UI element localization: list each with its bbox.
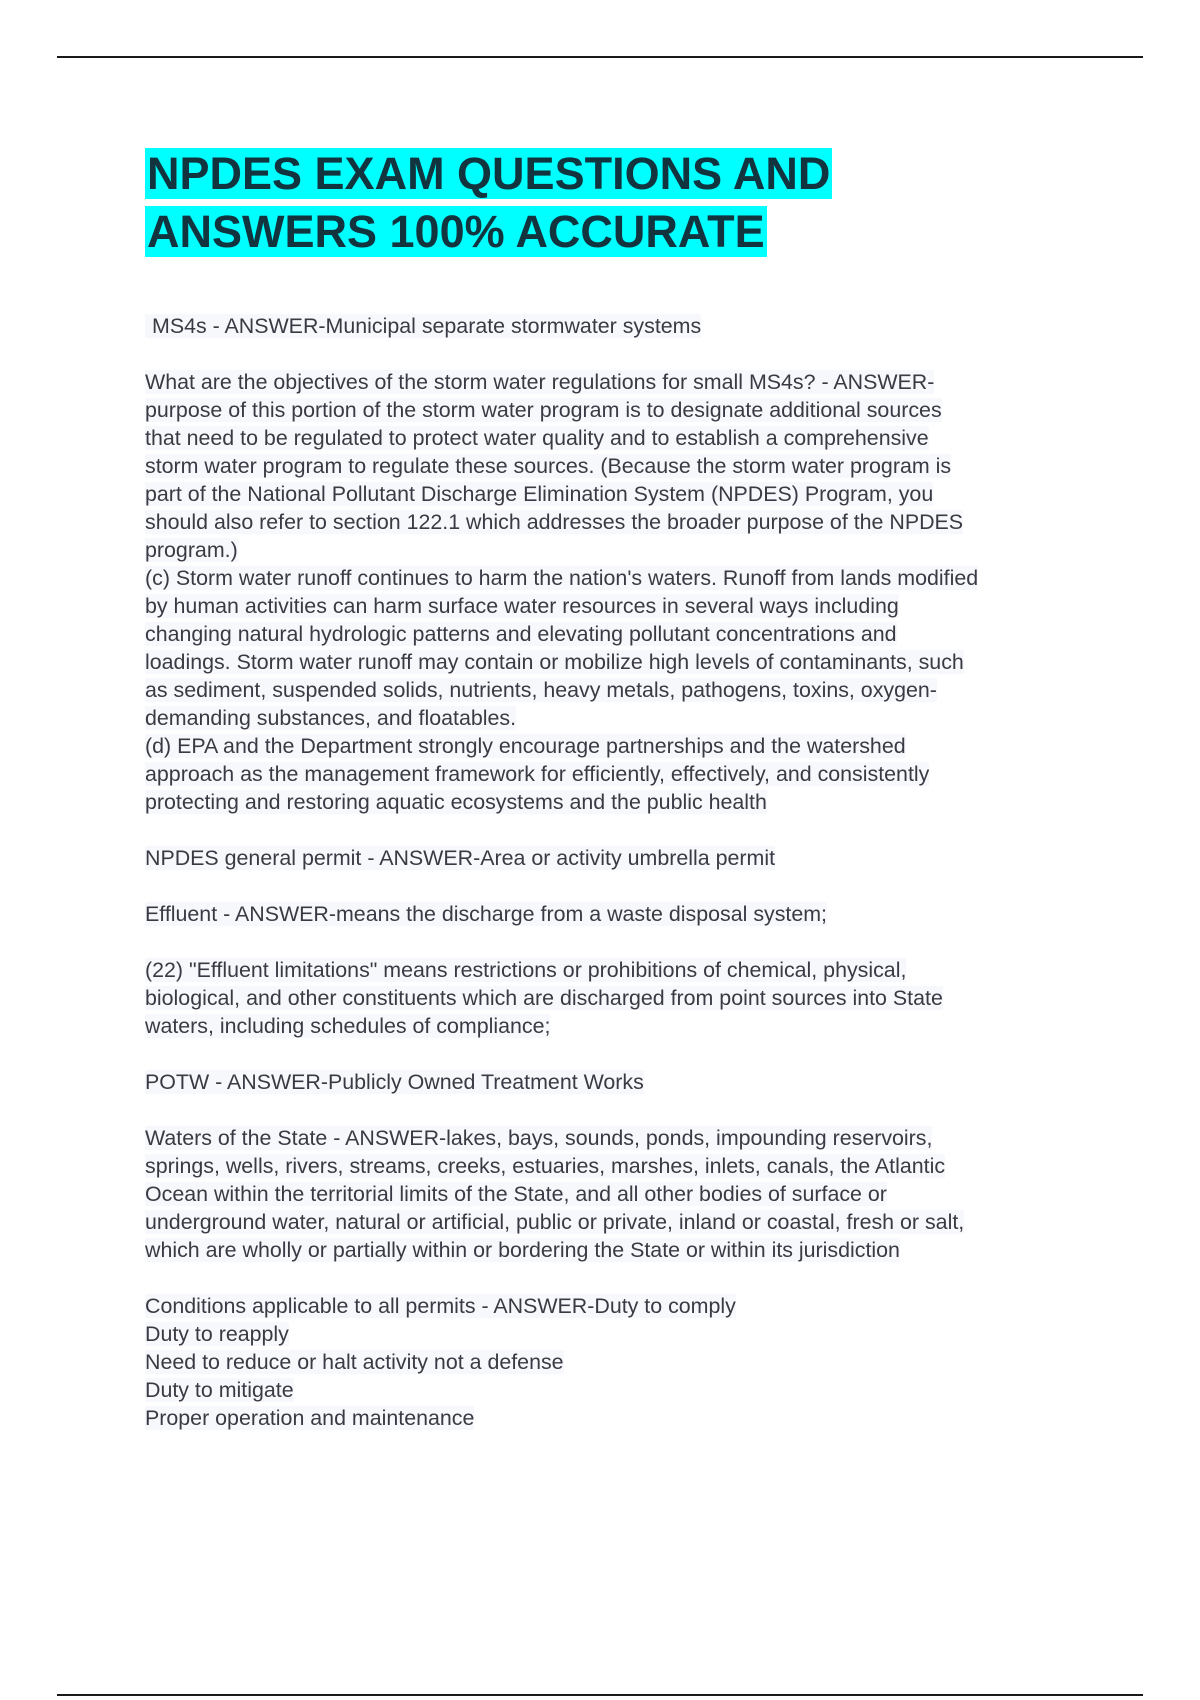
qa-entry: [145, 844, 1095, 872]
qa-text-line: by human activities can harm surface water resources in several ways including: [145, 594, 899, 618]
qa-text-line: Duty to mitigate: [145, 1378, 294, 1402]
qa-entry: [145, 1068, 1095, 1096]
document-title: [145, 145, 1045, 261]
qa-text-line: NPDES general permit - ANSWER-Area or activity umbrella permit: [145, 846, 776, 870]
qa-text-line: What are the objectives of the storm water regulations for small MS4s? - ANSWER-: [145, 370, 935, 394]
qa-text-line: approach as the management framework for efficiently, effectively, and consistently: [145, 762, 930, 786]
qa-text-line: protecting and restoring aquatic ecosystems and the public health: [145, 790, 767, 814]
qa-content: [145, 312, 1095, 1460]
qa-text-line: program.): [145, 538, 238, 562]
qa-text-line: Waters of the State - ANSWER-lakes, bays, sounds, ponds, impounding reservoirs,: [145, 1126, 933, 1150]
qa-text-line: Proper operation and maintenance: [145, 1406, 475, 1430]
qa-entry: [145, 900, 1095, 928]
qa-text-line: which are wholly or partially within or bordering the State or within its jurisdiction: [145, 1238, 900, 1262]
qa-entry: [145, 368, 1095, 816]
qa-entry: [145, 1124, 1095, 1264]
title-line-2: ANSWERS 100% ACCURATE: [147, 206, 765, 257]
qa-text-line: MS4s - ANSWER-Municipal separate stormwater systems: [145, 314, 701, 338]
qa-entry: [145, 956, 1095, 1040]
qa-text-line: springs, wells, rivers, streams, creeks, estuaries, marshes, inlets, canals, the Atlantic: [145, 1154, 946, 1178]
qa-text-line: that need to be regulated to protect water quality and to establish a comprehensive: [145, 426, 929, 450]
qa-text-line: Effluent - ANSWER-means the discharge from a waste disposal system;: [145, 902, 828, 926]
qa-text-line: Conditions applicable to all permits - ANSWER-Duty to comply: [145, 1294, 736, 1318]
qa-text-line: demanding substances, and floatables.: [145, 706, 517, 730]
qa-text-line: biological, and other constituents which are discharged from point sources into State: [145, 986, 943, 1010]
qa-text-line: part of the National Pollutant Discharge Elimination System (NPDES) Program, you: [145, 482, 934, 506]
header-rule: [57, 56, 1143, 58]
qa-text-line: Ocean within the territorial limits of the State, and all other bodies of surface or: [145, 1182, 887, 1206]
qa-text-line: waters, including schedules of compliance;: [145, 1014, 551, 1038]
qa-text-line: Need to reduce or halt activity not a defense: [145, 1350, 564, 1374]
qa-text-line: should also refer to section 122.1 which addresses the broader purpose of the NPDES: [145, 510, 964, 534]
qa-text-line: (c) Storm water runoff continues to harm the nation's waters. Runoff from lands modified: [145, 566, 979, 590]
qa-text-line: POTW - ANSWER-Publicly Owned Treatment Works: [145, 1070, 644, 1094]
footer-rule: [57, 1694, 1143, 1696]
qa-text-line: (d) EPA and the Department strongly encourage partnerships and the watershed: [145, 734, 906, 758]
title-line-1: NPDES EXAM QUESTIONS AND: [147, 148, 831, 199]
qa-entry: [145, 1292, 1095, 1432]
qa-text-line: as sediment, suspended solids, nutrients, heavy metals, pathogens, toxins, oxygen-: [145, 678, 937, 702]
qa-entry: [145, 312, 1095, 340]
qa-text-line: underground water, natural or artificial, public or private, inland or coastal, fresh or salt,: [145, 1210, 965, 1234]
qa-text-line: (22) "Effluent limitations" means restrictions or prohibitions of chemical, physical,: [145, 958, 907, 982]
qa-text-line: Duty to reapply: [145, 1322, 289, 1346]
qa-text-line: storm water program to regulate these sources. (Because the storm water program is: [145, 454, 952, 478]
qa-text-line: purpose of this portion of the storm water program is to designate additional sources: [145, 398, 942, 422]
qa-text-line: loadings. Storm water runoff may contain or mobilize high levels of contaminants, such: [145, 650, 964, 674]
qa-text-line: changing natural hydrologic patterns and elevating pollutant concentrations and: [145, 622, 897, 646]
